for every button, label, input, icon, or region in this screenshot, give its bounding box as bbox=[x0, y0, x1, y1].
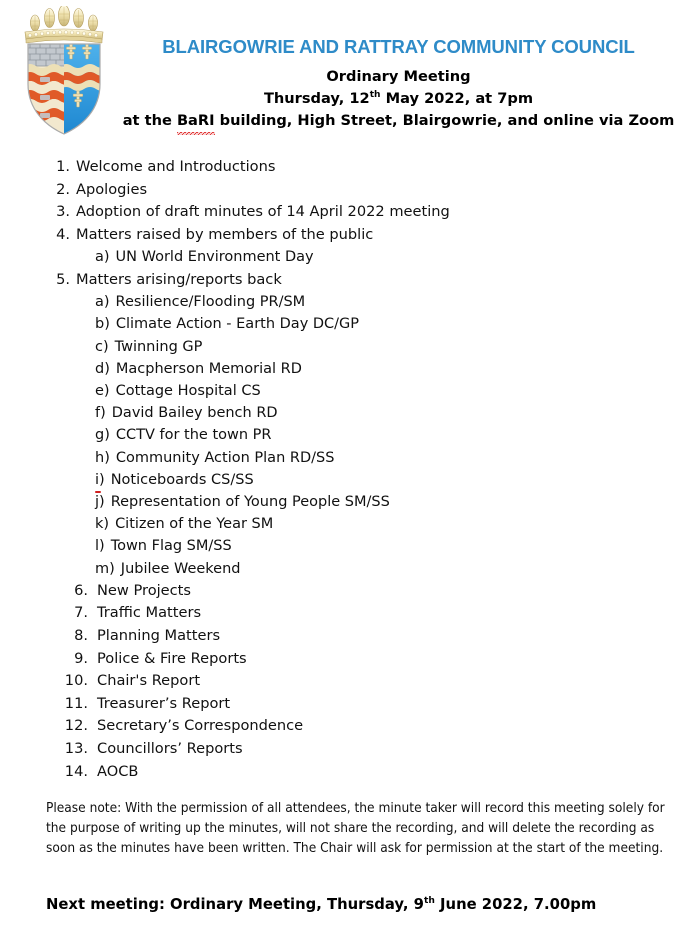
agenda-subitem-letter: b) bbox=[95, 316, 110, 333]
agenda-item bbox=[0, 693, 695, 716]
agenda-subitem bbox=[0, 291, 695, 313]
next-meeting-line bbox=[46, 896, 596, 913]
agenda-subitem bbox=[0, 535, 695, 557]
next-meeting-ordinal: th bbox=[423, 895, 435, 907]
agenda-subitem-letter: e) bbox=[95, 382, 110, 399]
next-meeting-suffix: June 2022, 7.00pm bbox=[434, 896, 597, 913]
agenda-subitem bbox=[0, 402, 695, 424]
agenda-item-label: Treasurer’s Report bbox=[97, 694, 231, 712]
agenda-item-label: Traffic Matters bbox=[97, 604, 202, 622]
agenda-item-number: 3. bbox=[56, 203, 70, 221]
agenda-item bbox=[0, 224, 695, 247]
agenda-subitem-letter: k) bbox=[95, 516, 110, 533]
agenda-item-label: Apologies bbox=[76, 180, 148, 198]
agenda-subitem bbox=[0, 380, 695, 402]
agenda-subitem-letter: g) bbox=[95, 427, 110, 444]
agenda-subitem-letter: c) bbox=[95, 338, 109, 355]
agenda-item-label: Police & Fire Reports bbox=[97, 649, 247, 667]
agenda-item bbox=[0, 670, 695, 693]
agenda-item-number: 9. bbox=[74, 649, 88, 667]
agenda-subitem bbox=[0, 424, 695, 446]
agenda-item-number: 2. bbox=[56, 180, 70, 198]
agenda-item-number: 11. bbox=[64, 694, 88, 712]
agenda-item-number: 14. bbox=[64, 762, 88, 780]
meeting-venue bbox=[112, 110, 685, 132]
coat-of-arms-icon bbox=[14, 6, 114, 140]
agenda-item bbox=[0, 156, 695, 179]
document-header bbox=[0, 0, 695, 148]
meeting-type: Ordinary Meeting bbox=[326, 68, 471, 86]
agenda-item-number: 12. bbox=[64, 717, 88, 735]
shield bbox=[24, 42, 108, 138]
meeting-date bbox=[112, 88, 685, 110]
agenda-subitem-label: Climate Action - Earth Day DC/GP bbox=[115, 316, 360, 333]
venue-prefix: at the bbox=[122, 112, 177, 130]
meeting-date-suffix: May 2022, at 7pm bbox=[380, 90, 534, 108]
agenda-item-label: New Projects bbox=[97, 581, 192, 599]
agenda-subitem-label: Noticeboards CS/SS bbox=[110, 471, 254, 488]
venue-highlight-bari: BaRI bbox=[177, 110, 215, 132]
agenda-subitem bbox=[0, 336, 695, 358]
agenda-item-label: Matters raised by members of the public bbox=[76, 225, 374, 243]
agenda-subitem-label: Cottage Hospital CS bbox=[115, 382, 261, 399]
agenda-item-number: 7. bbox=[74, 604, 88, 622]
agenda-subitem bbox=[0, 558, 695, 580]
agenda-subitem-label: UN World Environment Day bbox=[115, 249, 314, 266]
next-meeting-prefix: Next meeting: Ordinary Meeting, Thursday, 9 bbox=[46, 896, 424, 913]
agenda-item bbox=[0, 738, 695, 761]
agenda-item-label: Welcome and Introductions bbox=[76, 158, 276, 175]
agenda-subitem-label: Community Action Plan RD/SS bbox=[115, 449, 335, 466]
agenda-item-number: 5. bbox=[56, 270, 70, 288]
header-text-block bbox=[112, 36, 685, 132]
agenda-item-number: 13. bbox=[64, 739, 88, 757]
agenda-item-number: 4. bbox=[56, 225, 70, 243]
agenda-item bbox=[0, 269, 695, 292]
agenda-subitem bbox=[0, 358, 695, 380]
agenda-item bbox=[0, 602, 695, 625]
agenda-subitem bbox=[0, 513, 695, 535]
agenda-item-number: 1. bbox=[56, 158, 70, 175]
agenda-item-label: Secretary’s Correspondence bbox=[97, 717, 304, 735]
agenda-subitem-label: Town Flag SM/SS bbox=[110, 538, 232, 555]
agenda-item-label: Councillors’ Reports bbox=[97, 739, 243, 757]
agenda-item-number: 8. bbox=[74, 627, 88, 644]
agenda-subitem bbox=[0, 246, 695, 268]
agenda-list bbox=[0, 156, 695, 783]
meeting-date-prefix: Thursday, 12 bbox=[263, 90, 370, 108]
agenda-subitem bbox=[0, 469, 695, 491]
agenda-item-label: Matters arising/reports back bbox=[76, 270, 282, 288]
agenda-subitem-letter: m) bbox=[95, 560, 115, 577]
page-title: BLAIRGOWRIE AND RATTRAY COMMUNITY COUNCIL bbox=[162, 36, 635, 57]
agenda-item-label: AOCB bbox=[97, 762, 139, 780]
agenda-item bbox=[0, 201, 695, 224]
agenda-subitem-label: David Bailey bench RD bbox=[111, 405, 278, 422]
agenda-subitem-letter: l) bbox=[95, 538, 105, 555]
agenda-item-label: Chair's Report bbox=[97, 672, 201, 690]
agenda-item-label: Planning Matters bbox=[97, 627, 221, 644]
agenda-subitem-letter: a) bbox=[95, 249, 110, 266]
agenda-subitem-letter: d) bbox=[95, 360, 110, 377]
agenda-item bbox=[0, 179, 695, 202]
recording-notice: Please note: With the permission of all attendees, the minute taker will record this meeting solely for the purpose of writing up the minutes, will not share the recording, and will delete the recording as soon as the minutes have been written. The Chair will ask for permission at the start of the meeting. bbox=[46, 800, 665, 857]
agenda-subitem-label: Jubilee Weekend bbox=[120, 560, 241, 577]
agenda-subitem bbox=[0, 447, 695, 469]
agenda-item-number: 10. bbox=[64, 672, 88, 690]
agenda-item-label: Adoption of draft minutes of 14 April 2022 meeting bbox=[76, 203, 450, 221]
agenda-item-number: 6. bbox=[74, 581, 88, 599]
meeting-date-ordinal: th bbox=[369, 90, 381, 101]
agenda-subitem-label: Resilience/Flooding PR/SM bbox=[115, 294, 306, 311]
agenda-subitem-label: Representation of Young People SM/SS bbox=[110, 494, 390, 510]
agenda-subitem-label: CCTV for the town PR bbox=[115, 427, 272, 444]
agenda-subitem-letter: f) bbox=[95, 405, 106, 422]
agenda-subitem-label: Macpherson Memorial RD bbox=[115, 360, 302, 377]
agenda-subitem-label: Twinning GP bbox=[114, 338, 203, 355]
agenda-subitem-letter: j) bbox=[95, 494, 105, 510]
agenda-subitem-letter: a) bbox=[95, 294, 110, 311]
agenda-subitem bbox=[0, 491, 695, 513]
crown-icon bbox=[25, 6, 103, 43]
agenda-subitem-letter: h) bbox=[95, 449, 110, 466]
agenda-subitem bbox=[0, 313, 695, 335]
agenda-item bbox=[0, 625, 695, 648]
venue-suffix: building, High Street, Blairgowrie, and online via Zoom bbox=[214, 112, 675, 130]
agenda-subitem-label: Citizen of the Year SM bbox=[115, 516, 274, 533]
agenda-subitem-letter: i) bbox=[95, 469, 105, 491]
agenda-item bbox=[0, 761, 695, 784]
agenda-item bbox=[0, 648, 695, 671]
agenda-item bbox=[0, 580, 695, 603]
agenda-item bbox=[0, 715, 695, 738]
